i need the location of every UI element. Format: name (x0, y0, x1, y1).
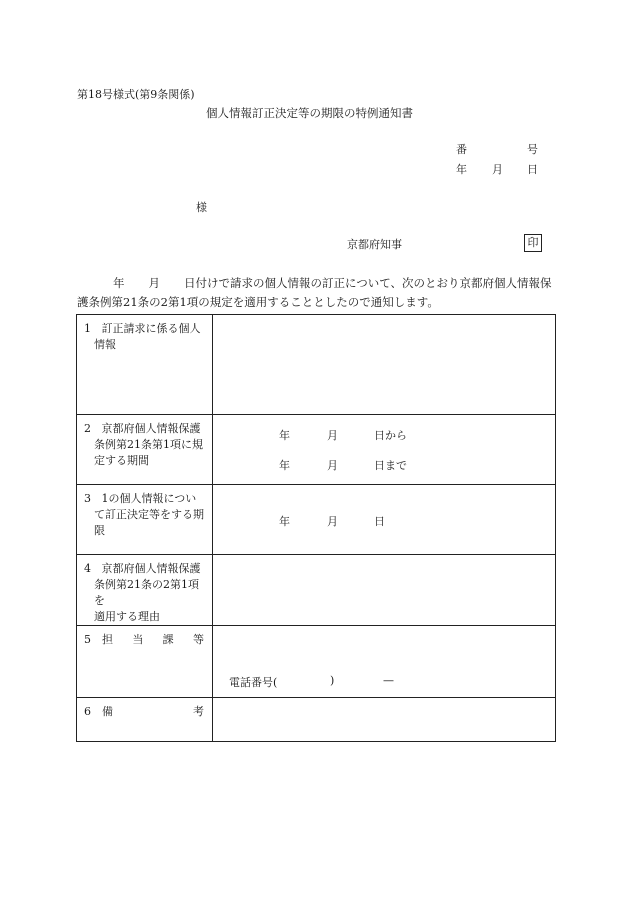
seal-mark: 印 (524, 234, 542, 252)
row6-value-cell[interactable] (213, 698, 556, 742)
intro-paragraph (77, 274, 557, 312)
row1-label-cell (77, 315, 213, 415)
sender-name: 京都府知事 (347, 238, 402, 251)
row3-label-line3: 限 (94, 524, 105, 537)
period-to-year: 年 (279, 459, 290, 472)
row2-label-line1: 京都府個人情報保護 (101, 422, 201, 435)
row2-label-cell (77, 415, 213, 485)
period-to-month: 月 (327, 459, 338, 472)
row2-label-line2: 条例第21条第1項に規 (94, 438, 203, 451)
date-day-label: 日 (527, 163, 538, 176)
intro-month: 月 (148, 276, 160, 290)
row5-number: 5 (84, 633, 91, 646)
period-to-day: 日まで (374, 459, 407, 472)
period-from-month: 月 (327, 429, 338, 442)
row4-label-line1: 京都府個人情報保護 (101, 562, 201, 575)
row5-value-cell[interactable] (213, 626, 556, 698)
table-row-request-info (77, 315, 556, 415)
phone-close-paren: ) (330, 674, 335, 687)
number-label-go: 号 (527, 143, 538, 156)
row3-number: 3 (84, 492, 91, 505)
row3-label-line2: て訂正決定等をする期 (94, 508, 204, 521)
row2-number: 2 (84, 422, 91, 435)
number-label-ban: 番 (456, 143, 467, 156)
row5-label-char1: 担 (102, 633, 113, 646)
deadline-month: 月 (327, 515, 338, 528)
row2-label-line3: 定する期間 (94, 454, 149, 467)
form-number: 第18号様式(第9条関係) (77, 88, 195, 101)
row5-label-char4: 等 (192, 633, 204, 646)
row6-label-char1: 備 (102, 705, 113, 718)
table-row-deadline (77, 485, 556, 555)
row5-label-char3: 課 (162, 633, 174, 646)
row1-label-line1: 訂正請求に係る個人 (101, 322, 201, 335)
row3-label-cell (77, 485, 213, 555)
row5-label-char2: 当 (132, 633, 144, 646)
row6-label-cell (77, 698, 213, 742)
period-from-day: 日から (374, 429, 407, 442)
table-row-department (77, 626, 556, 698)
deadline-day: 日 (374, 515, 385, 528)
date-month-label: 月 (492, 163, 503, 176)
addressee-suffix: 様 (196, 201, 207, 214)
form-table (76, 314, 556, 742)
row4-label-line2: 条例第21条の2第1項を (94, 578, 199, 607)
row4-number: 4 (84, 562, 91, 575)
row1-value-cell[interactable] (213, 315, 556, 415)
row3-label-line1: 1の個人情報につい (101, 492, 197, 505)
row5-label-cell (77, 626, 213, 698)
row2-value-cell[interactable] (213, 415, 556, 485)
date-year-label: 年 (456, 163, 467, 176)
phone-dash: — (383, 674, 394, 687)
row1-number: 1 (84, 322, 91, 335)
intro-year: 年 (113, 276, 125, 290)
row6-number: 6 (84, 705, 91, 718)
deadline-year: 年 (279, 515, 290, 528)
row3-value-cell[interactable] (213, 485, 556, 555)
document-title: 個人情報訂正決定等の期限の特例通知書 (206, 106, 413, 120)
phone-label: 電話番号( (229, 676, 278, 689)
row6-label-char2: 考 (193, 705, 204, 718)
table-row-period (77, 415, 556, 485)
row4-value-cell[interactable] (213, 555, 556, 626)
row4-label-line3: 適用する理由 (94, 610, 160, 623)
table-row-remarks (77, 698, 556, 742)
table-row-reason (77, 555, 556, 626)
row1-label-line2: 情報 (94, 338, 116, 351)
row4-label-cell (77, 555, 213, 626)
period-from-year: 年 (279, 429, 290, 442)
intro-text: 日付けで請求の個人情報の訂正について、次のとおり京都府個人情報保護条例第21条の2第1項の規定を適用することとしたので通知します。 (77, 276, 552, 309)
